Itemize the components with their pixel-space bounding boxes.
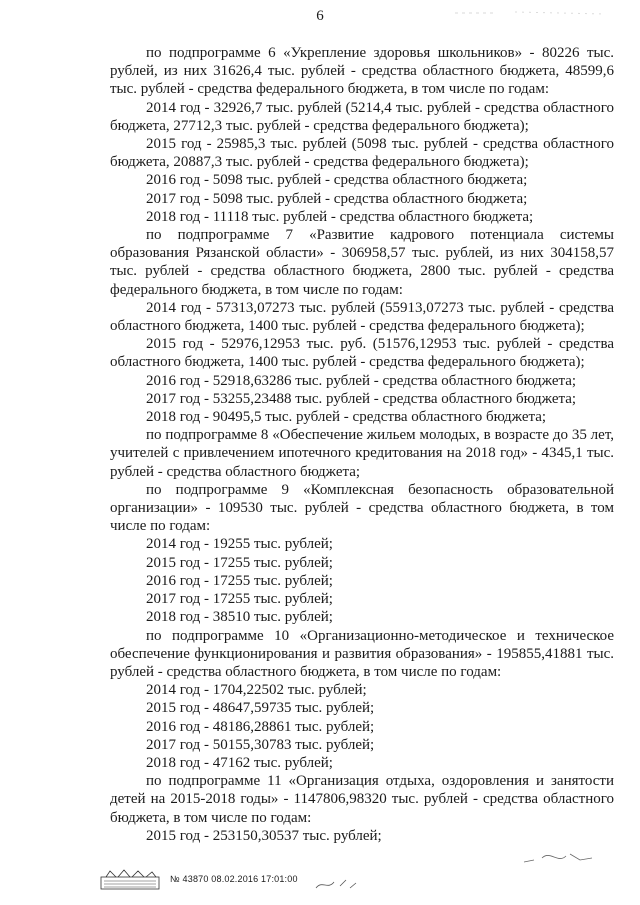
paragraph: по подпрограмме 10 «Организационно-методическое и техническое обеспечение функционирования и развития образования» - 195855,41881 тыс. рублей - средства областного бюджета, в том числе по годам: bbox=[110, 627, 614, 680]
paragraph: по подпрограмме 9 «Комплексная безопасность образовательной организации» - 109530 тыс. рублей - средства областного бюджета, в том числе по годам: bbox=[110, 481, 614, 535]
paragraph: 2015 год - 253150,30537 тыс. рублей; bbox=[146, 827, 382, 844]
paragraph: 2016 год - 48186,28861 тыс. рублей; bbox=[146, 718, 375, 735]
paragraph: по подпрограмме 6 «Укрепление здоровья школьников» - 80226 тыс. рублей, из них 31626,4 тыс. рублей - средства областного бюджета, 48599,6 тыс. рублей - средства федерального бюджета, в том числе по годам: bbox=[110, 45, 614, 98]
document-body bbox=[110, 44, 614, 845]
paragraph: 2018 год - 47162 тыс. рублей; bbox=[146, 754, 333, 771]
paragraph: по подпрограмме 11 «Организация отдыха, оздоровления и занятости детей на 2015-2018 годы» - 1147806,98320 тыс. рублей - средства областного бюджета, в том числе по годам: bbox=[110, 773, 614, 826]
document-footer bbox=[100, 866, 298, 892]
registration-code: № 43870 08.02.2016 17:01:00 bbox=[170, 874, 298, 884]
paragraph: 2016 год - 5098 тыс. рублей - средства областного бюджета; bbox=[146, 172, 528, 189]
paragraph: 2016 год - 52918,63286 тыс. рублей - средства областного бюджета; bbox=[146, 372, 577, 389]
paragraph: по подпрограмме 8 «Обеспечение жильем молодых, в возрасте до 35 лет, учителей с привлечением ипотечного кредитования на 2018 год» - 4345,1 тыс. рублей - средства областного бюджета; bbox=[110, 427, 614, 480]
paragraph: 2018 год - 11118 тыс. рублей - средства областного бюджета; bbox=[146, 208, 534, 225]
scan-artifact bbox=[455, 8, 615, 18]
paragraph: 2014 год - 19255 тыс. рублей; bbox=[146, 536, 333, 553]
paragraph: 2017 год - 5098 тыс. рублей - средства областного бюджета; bbox=[146, 190, 528, 207]
handwritten-signature bbox=[520, 846, 600, 870]
paragraph: 2015 год - 52976,12953 тыс. руб. (51576,12953 тыс. рублей - средства областного бюджета, 1400 тыс. рублей - средства федерального бюджета); bbox=[110, 336, 614, 371]
paragraph: 2014 год - 32926,7 тыс. рублей (5214,4 тыс. рублей - средства областного бюджета, 27712,3 тыс. рублей - средства федерального бюджета); bbox=[110, 99, 614, 134]
paragraph: 2018 год - 38510 тыс. рублей; bbox=[146, 609, 333, 626]
paragraph: 2014 год - 1704,22502 тыс. рублей; bbox=[146, 682, 367, 699]
page-number: 6 bbox=[316, 8, 324, 24]
paragraph: 2017 год - 17255 тыс. рублей; bbox=[146, 591, 333, 608]
paragraph: 2014 год - 57313,07273 тыс. рублей (55913,07273 тыс. рублей - средства областного бюджета, 1400 тыс. рублей - средства федерального бюджета); bbox=[110, 299, 614, 335]
paragraph: 2017 год - 53255,23488 тыс. рублей - средства областного бюджета; bbox=[146, 390, 577, 407]
paragraph: 2016 год - 17255 тыс. рублей; bbox=[146, 572, 333, 589]
paragraph: 2017 год - 50155,30783 тыс. рублей; bbox=[146, 736, 375, 753]
registry-stamp-icon bbox=[100, 868, 160, 890]
paragraph: по подпрограмме 7 «Развитие кадрового потенциала системы образования Рязанской области» - 306958,57 тыс. рублей, из них 304158,57 тыс. рублей - средства областного бюджета, 2800 тыс. рублей - средства федерального бюджета, в том числе по годам: bbox=[110, 227, 614, 298]
paragraph: 2015 год - 25985,3 тыс. рублей (5098 тыс. рублей - средства областного бюджета, 20887,3 тыс. рублей - средства федерального бюджета); bbox=[110, 136, 614, 171]
paragraph: 2015 год - 17255 тыс. рублей; bbox=[146, 554, 333, 571]
paragraph: 2018 год - 90495,5 тыс. рублей - средства областного бюджета; bbox=[146, 409, 547, 426]
paragraph: 2015 год - 48647,59735 тыс. рублей; bbox=[146, 700, 375, 717]
handwritten-mark bbox=[312, 874, 362, 894]
